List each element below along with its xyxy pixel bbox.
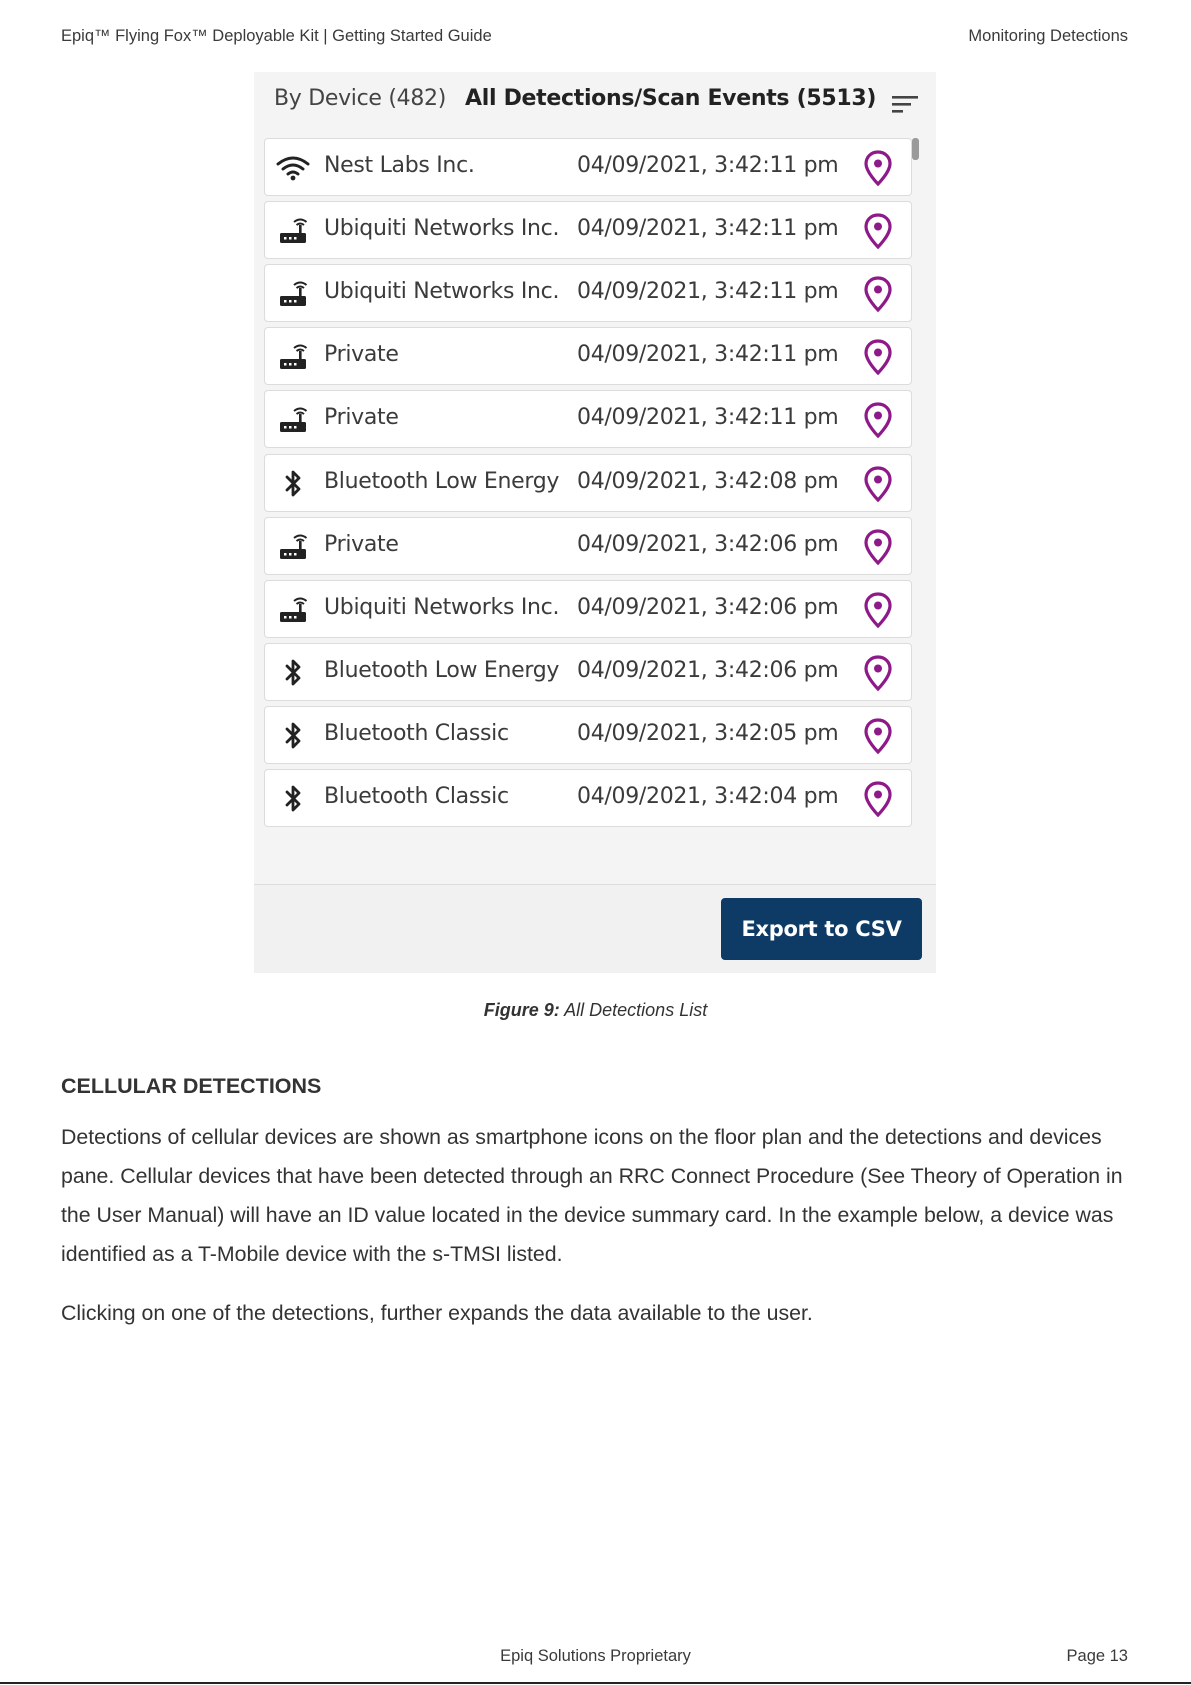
detection-name: Private	[324, 405, 399, 431]
bluetooth-icon	[275, 469, 311, 499]
detection-row[interactable]	[264, 138, 912, 196]
tab-all-detections[interactable]: All Detections/Scan Events (5513)	[465, 86, 877, 111]
detection-row[interactable]	[264, 517, 912, 575]
detection-name: Bluetooth Classic	[324, 720, 509, 746]
document-title: Epiq™ Flying Fox™ Deployable Kit | Getting Started Guide	[61, 27, 492, 45]
wifi-icon	[275, 153, 311, 183]
location-pin-icon[interactable]	[863, 339, 893, 375]
detection-timestamp: 04/09/2021, 3:42:04 pm	[577, 784, 839, 809]
sort-icon[interactable]	[890, 92, 920, 116]
detection-timestamp: 04/09/2021, 3:42:11 pm	[577, 405, 839, 431]
router-icon	[275, 216, 311, 246]
bluetooth-icon	[275, 721, 311, 751]
detection-row[interactable]	[264, 454, 912, 512]
tab-bar	[254, 72, 936, 132]
detection-row[interactable]	[264, 390, 912, 448]
router-icon	[275, 405, 311, 435]
detection-timestamp: 04/09/2021, 3:42:06 pm	[577, 531, 839, 557]
detection-name: Ubiquiti Networks Inc.	[324, 594, 560, 620]
detection-timestamp: 04/09/2021, 3:42:06 pm	[577, 594, 839, 620]
section-heading: CELLULAR DETECTIONS	[61, 1074, 322, 1098]
location-pin-icon[interactable]	[863, 529, 893, 565]
tab-by-device[interactable]: By Device (482)	[274, 86, 446, 111]
detection-row[interactable]	[264, 643, 912, 701]
export-to-csv-button[interactable]: Export to CSV	[721, 898, 922, 960]
router-icon	[275, 279, 311, 309]
detection-timestamp: 04/09/2021, 3:42:06 pm	[577, 657, 839, 683]
detection-name: Private	[324, 531, 399, 557]
detections-list-screenshot	[254, 72, 936, 972]
body-paragraph-2: Clicking on one of the detections, further expands the data available to the user.	[61, 1301, 813, 1325]
bluetooth-icon	[275, 784, 311, 814]
location-pin-icon[interactable]	[863, 276, 893, 312]
detection-row[interactable]	[264, 201, 912, 259]
location-pin-icon[interactable]	[863, 402, 893, 438]
list-scrollbar-thumb[interactable]	[912, 138, 919, 160]
footer-rule	[0, 1682, 1191, 1684]
detection-name: Private	[324, 342, 399, 368]
detection-row[interactable]	[264, 327, 912, 385]
figure-caption	[0, 1000, 1191, 1021]
location-pin-icon[interactable]	[863, 655, 893, 691]
router-icon	[275, 532, 311, 562]
detection-name: Bluetooth Classic	[324, 784, 509, 809]
section-title: Monitoring Detections	[968, 27, 1128, 45]
detection-row[interactable]	[264, 264, 912, 322]
body-paragraph-1: Detections of cellular devices are shown as smartphone icons on the floor plan and the detections and devices pane. Cellular devices that have been detected through an RRC Connect Procedure (See Theory of Operation in the User Manual) will have an ID value located in the device summary card. In the example below, a device was identified as a T-Mobile device with the s-TMSI listed.	[61, 1125, 1123, 1266]
detection-row[interactable]	[264, 769, 912, 827]
detection-name: Nest Labs Inc.	[324, 153, 475, 178]
detection-row[interactable]	[264, 580, 912, 638]
page-footer	[0, 1647, 1191, 1671]
detection-timestamp: 04/09/2021, 3:42:11 pm	[577, 342, 839, 368]
detection-timestamp: 04/09/2021, 3:42:11 pm	[577, 279, 839, 305]
page-header	[61, 27, 1128, 49]
detection-row[interactable]	[264, 706, 912, 764]
location-pin-icon[interactable]	[863, 213, 893, 249]
detection-timestamp: 04/09/2021, 3:42:11 pm	[577, 216, 839, 242]
detection-timestamp: 04/09/2021, 3:42:11 pm	[577, 153, 839, 178]
detection-timestamp: 04/09/2021, 3:42:08 pm	[577, 468, 839, 494]
detection-name: Ubiquiti Networks Inc.	[324, 216, 560, 242]
detections-list	[264, 138, 912, 950]
router-icon	[275, 595, 311, 625]
bluetooth-icon	[275, 658, 311, 688]
detection-timestamp: 04/09/2021, 3:42:05 pm	[577, 720, 839, 746]
location-pin-icon[interactable]	[863, 718, 893, 754]
router-icon	[275, 342, 311, 372]
footer-proprietary: Epiq Solutions Proprietary	[500, 1647, 691, 1665]
location-pin-icon[interactable]	[863, 781, 893, 817]
location-pin-icon[interactable]	[863, 592, 893, 628]
page-number: Page 13	[1066, 1647, 1128, 1665]
location-pin-icon[interactable]	[863, 150, 893, 186]
detection-name: Bluetooth Low Energy	[324, 468, 560, 494]
location-pin-icon[interactable]	[863, 466, 893, 502]
figure-caption-label: Figure 9:	[483, 1000, 560, 1020]
detection-name: Bluetooth Low Energy	[324, 657, 560, 683]
figure-caption-text: All Detections List	[564, 1000, 708, 1020]
detection-name: Ubiquiti Networks Inc.	[324, 279, 560, 305]
